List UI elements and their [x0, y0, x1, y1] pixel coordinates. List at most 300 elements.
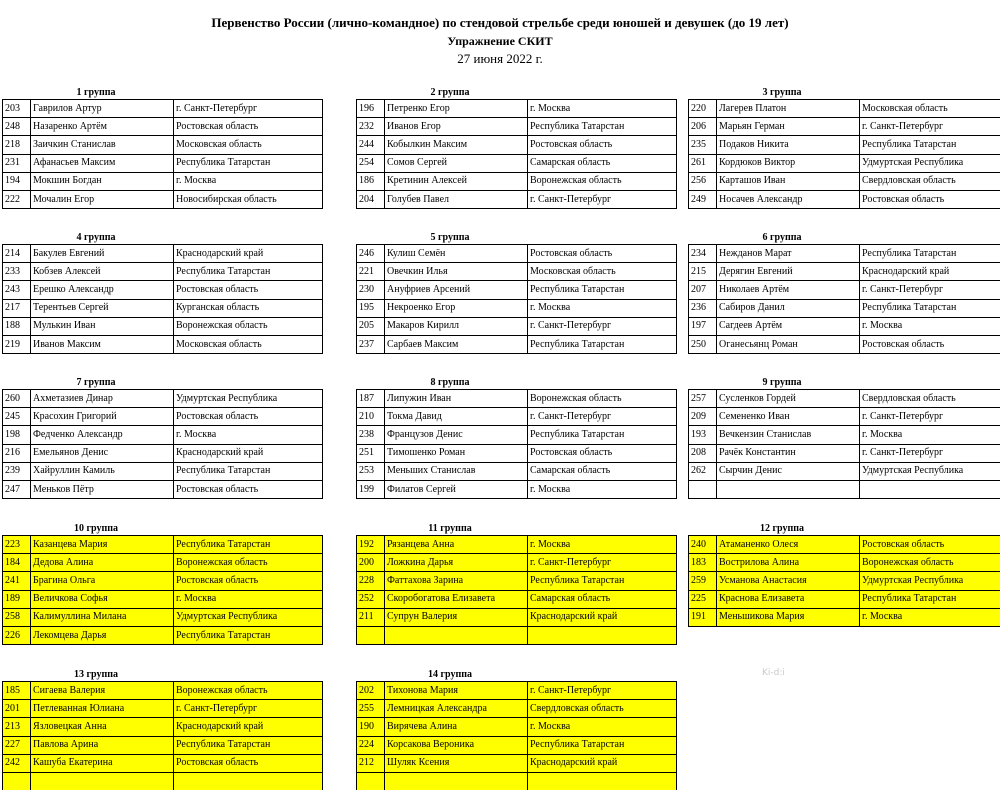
- bib-number-cell: 244: [357, 136, 385, 154]
- table-row: [357, 718, 677, 736]
- bib-number-cell: 260: [3, 390, 31, 408]
- region-cell: Краснодарский край: [174, 444, 323, 462]
- athlete-name-cell: Карташов Иван: [717, 172, 860, 190]
- group-table: [688, 535, 1000, 627]
- athlete-name-cell: Павлова Арина: [31, 736, 174, 754]
- bib-number-cell: 196: [357, 100, 385, 118]
- group-table: [2, 244, 323, 354]
- athlete-name-cell: Кобылкин Максим: [385, 136, 528, 154]
- faint-stamp: Ki-d:i: [762, 668, 785, 678]
- athlete-name-cell: Вострилова Алина: [717, 554, 860, 572]
- group-13: [2, 669, 323, 790]
- athlete-name-cell: Красохин Григорий: [31, 408, 174, 426]
- table-row: [3, 136, 323, 154]
- bib-number-cell: 251: [357, 444, 385, 462]
- bib-number-cell: [689, 480, 717, 498]
- table-row: [357, 700, 677, 718]
- table-row: [689, 426, 1000, 444]
- athlete-name-cell: Гаврилов Артур: [31, 100, 174, 118]
- table-row: [689, 118, 1000, 136]
- table-row: [357, 536, 677, 554]
- athlete-name-cell: Подаков Никита: [717, 136, 860, 154]
- table-row: [3, 718, 323, 736]
- athlete-name-cell: Голубев Павел: [385, 190, 528, 208]
- table-row: [689, 100, 1000, 118]
- region-cell: г. Москва: [174, 172, 323, 190]
- region-cell: Удмуртская Республика: [174, 608, 323, 626]
- region-cell: Республика Татарстан: [860, 245, 1000, 263]
- region-cell: Республика Татарстан: [528, 335, 677, 353]
- region-cell: Ростовская область: [860, 335, 1000, 353]
- athlete-name-cell: Николаев Артём: [717, 281, 860, 299]
- bib-number-cell: [357, 772, 385, 790]
- group-table: [688, 244, 1000, 354]
- athlete-name-cell: [385, 772, 528, 790]
- bib-number-cell: 250: [689, 335, 717, 353]
- athlete-name-cell: Филатов Сергей: [385, 480, 528, 498]
- athlete-name-cell: Рязанцева Анна: [385, 536, 528, 554]
- bib-number-cell: 202: [357, 682, 385, 700]
- region-cell: Воронежская область: [528, 390, 677, 408]
- athlete-name-cell: Заичкин Станислав: [31, 136, 174, 154]
- bib-number-cell: 246: [357, 245, 385, 263]
- region-cell: г. Санкт-Петербург: [528, 190, 677, 208]
- athlete-name-cell: Казанцева Мария: [31, 536, 174, 554]
- bib-number-cell: 185: [3, 682, 31, 700]
- bib-number-cell: 261: [689, 154, 717, 172]
- region-cell: Удмуртская Республика: [860, 572, 1000, 590]
- table-row: [357, 480, 677, 498]
- group-5: [356, 232, 677, 354]
- bib-number-cell: 245: [3, 408, 31, 426]
- table-row: [357, 626, 677, 644]
- region-cell: Республика Татарстан: [528, 281, 677, 299]
- table-row: [689, 299, 1000, 317]
- table-row: [357, 590, 677, 608]
- table-row: [689, 136, 1000, 154]
- table-row: [357, 263, 677, 281]
- table-row: [689, 172, 1000, 190]
- group-table: [356, 681, 677, 790]
- table-row: [3, 100, 323, 118]
- group-table: [2, 681, 323, 790]
- bib-number-cell: 232: [357, 118, 385, 136]
- bib-number-cell: 240: [689, 536, 717, 554]
- group-6: [688, 232, 1000, 354]
- region-cell: [528, 772, 677, 790]
- athlete-name-cell: Вирячева Алина: [385, 718, 528, 736]
- table-row: [3, 554, 323, 572]
- bib-number-cell: 198: [3, 426, 31, 444]
- bib-number-cell: 230: [357, 281, 385, 299]
- group-9: [688, 377, 1000, 499]
- region-cell: Московская область: [860, 100, 1000, 118]
- table-row: [3, 572, 323, 590]
- athlete-name-cell: Меньших Станислав: [385, 462, 528, 480]
- table-row: [3, 118, 323, 136]
- athlete-name-cell: Ахметазиев Динар: [31, 390, 174, 408]
- table-row: [357, 754, 677, 772]
- athlete-name-cell: Сабиров Данил: [717, 299, 860, 317]
- athlete-name-cell: [717, 480, 860, 498]
- region-cell: г. Санкт-Петербург: [528, 317, 677, 335]
- exercise-subtitle: Упражнение СКИТ: [447, 34, 553, 48]
- bib-number-cell: 206: [689, 118, 717, 136]
- region-cell: Краснодарский край: [174, 245, 323, 263]
- bib-number-cell: 209: [689, 408, 717, 426]
- region-cell: г. Москва: [528, 299, 677, 317]
- athlete-name-cell: Кулиш Семён: [385, 245, 528, 263]
- group-3: [688, 87, 1000, 209]
- table-row: [689, 536, 1000, 554]
- group-12: [688, 523, 1000, 627]
- region-cell: Республика Татарстан: [860, 299, 1000, 317]
- table-row: [3, 426, 323, 444]
- bib-number-cell: 215: [689, 263, 717, 281]
- group-table: [356, 99, 677, 209]
- bib-number-cell: 210: [357, 408, 385, 426]
- table-row: [3, 299, 323, 317]
- table-row: [3, 754, 323, 772]
- region-cell: Краснодарский край: [860, 263, 1000, 281]
- bib-number-cell: 195: [357, 299, 385, 317]
- table-row: [357, 572, 677, 590]
- athlete-name-cell: Кобзев Алексей: [31, 263, 174, 281]
- region-cell: Республика Татарстан: [174, 154, 323, 172]
- table-row: [3, 408, 323, 426]
- athlete-name-cell: Мочалин Егор: [31, 190, 174, 208]
- region-cell: г. Москва: [528, 536, 677, 554]
- group-title: 2 группа: [430, 87, 470, 98]
- table-row: [357, 118, 677, 136]
- athlete-name-cell: Французов Денис: [385, 426, 528, 444]
- athlete-name-cell: Сусленков Гордей: [717, 390, 860, 408]
- table-row: [3, 263, 323, 281]
- bib-number-cell: 204: [357, 190, 385, 208]
- athlete-name-cell: Сомов Сергей: [385, 154, 528, 172]
- group-10: [2, 523, 323, 645]
- bib-number-cell: 252: [357, 590, 385, 608]
- region-cell: г. Москва: [528, 480, 677, 498]
- athlete-name-cell: Ануфриев Арсений: [385, 281, 528, 299]
- group-title: 11 группа: [428, 523, 472, 534]
- table-row: [357, 190, 677, 208]
- table-row: [357, 172, 677, 190]
- table-row: [689, 190, 1000, 208]
- bib-number-cell: 242: [3, 754, 31, 772]
- athlete-name-cell: Бакулев Евгений: [31, 245, 174, 263]
- bib-number-cell: 258: [3, 608, 31, 626]
- group-7: [2, 377, 323, 499]
- bib-number-cell: 214: [3, 245, 31, 263]
- athlete-name-cell: Емельянов Денис: [31, 444, 174, 462]
- region-cell: Ростовская область: [528, 245, 677, 263]
- bib-number-cell: 256: [689, 172, 717, 190]
- table-row: [357, 772, 677, 790]
- group-title: 9 группа: [762, 377, 802, 388]
- table-row: [3, 736, 323, 754]
- bib-number-cell: 241: [3, 572, 31, 590]
- bib-number-cell: 257: [689, 390, 717, 408]
- table-row: [357, 426, 677, 444]
- table-row: [689, 263, 1000, 281]
- table-row: [357, 462, 677, 480]
- athlete-name-cell: Тимошенко Роман: [385, 444, 528, 462]
- region-cell: г. Санкт-Петербург: [860, 408, 1000, 426]
- region-cell: [528, 626, 677, 644]
- athlete-name-cell: Оганесьянц Роман: [717, 335, 860, 353]
- bib-number-cell: 235: [689, 136, 717, 154]
- region-cell: Свердловская область: [528, 700, 677, 718]
- group-title: 1 группа: [76, 87, 116, 98]
- region-cell: г. Санкт-Петербург: [528, 554, 677, 572]
- athlete-name-cell: Ложкина Дарья: [385, 554, 528, 572]
- athlete-name-cell: Носачев Александр: [717, 190, 860, 208]
- table-row: [3, 772, 323, 790]
- group-table: [688, 389, 1000, 499]
- athlete-name-cell: Кашуба Екатерина: [31, 754, 174, 772]
- athlete-name-cell: Усманова Анастасия: [717, 572, 860, 590]
- athlete-name-cell: Терентьев Сергей: [31, 299, 174, 317]
- region-cell: Ростовская область: [174, 118, 323, 136]
- athlete-name-cell: Хайруллин Камиль: [31, 462, 174, 480]
- bib-number-cell: 200: [357, 554, 385, 572]
- table-row: [689, 154, 1000, 172]
- table-row: [357, 100, 677, 118]
- athlete-name-cell: Макаров Кирилл: [385, 317, 528, 335]
- region-cell: г. Санкт-Петербург: [528, 408, 677, 426]
- bib-number-cell: 220: [689, 100, 717, 118]
- athlete-name-cell: Шуляк Ксения: [385, 754, 528, 772]
- region-cell: Московская область: [528, 263, 677, 281]
- table-row: [689, 608, 1000, 626]
- table-row: [357, 682, 677, 700]
- group-title: 12 группа: [760, 523, 804, 534]
- bib-number-cell: 253: [357, 462, 385, 480]
- bib-number-cell: 255: [357, 700, 385, 718]
- group-table: [356, 535, 677, 645]
- bib-number-cell: 201: [3, 700, 31, 718]
- bib-number-cell: 262: [689, 462, 717, 480]
- group-title: 4 группа: [76, 232, 116, 243]
- page-title: Первенство России (лично-командное) по стендовой стрельбе среди юношей и девушек (до 19 лет): [211, 15, 789, 30]
- region-cell: Ростовская область: [174, 754, 323, 772]
- bib-number-cell: 199: [357, 480, 385, 498]
- bib-number-cell: 227: [3, 736, 31, 754]
- athlete-name-cell: Язловецкая Анна: [31, 718, 174, 736]
- athlete-name-cell: Мокшин Богдан: [31, 172, 174, 190]
- athlete-name-cell: Лемницкая Александра: [385, 700, 528, 718]
- athlete-name-cell: Сырчин Денис: [717, 462, 860, 480]
- region-cell: Воронежская область: [174, 682, 323, 700]
- athlete-name-cell: Калимуллина Милана: [31, 608, 174, 626]
- event-date: 27 июня 2022 г.: [457, 51, 543, 66]
- region-cell: г. Москва: [174, 426, 323, 444]
- region-cell: [174, 772, 323, 790]
- bib-number-cell: [3, 772, 31, 790]
- table-row: [689, 590, 1000, 608]
- athlete-name-cell: Липужин Иван: [385, 390, 528, 408]
- table-row: [3, 190, 323, 208]
- bib-number-cell: 184: [3, 554, 31, 572]
- region-cell: Республика Татарстан: [860, 136, 1000, 154]
- group-1: [2, 87, 323, 209]
- table-row: [3, 154, 323, 172]
- group-title: 5 группа: [430, 232, 470, 243]
- athlete-name-cell: Петренко Егор: [385, 100, 528, 118]
- table-row: [357, 299, 677, 317]
- region-cell: Ростовская область: [528, 444, 677, 462]
- region-cell: г. Санкт-Петербург: [174, 100, 323, 118]
- athlete-name-cell: Фаттахова Зарина: [385, 572, 528, 590]
- table-row: [3, 335, 323, 353]
- table-row: [3, 590, 323, 608]
- bib-number-cell: 188: [3, 317, 31, 335]
- athlete-name-cell: Меньшикова Мария: [717, 608, 860, 626]
- table-row: [689, 335, 1000, 353]
- table-row: [357, 408, 677, 426]
- group-table: [2, 535, 323, 645]
- region-cell: г. Москва: [528, 718, 677, 736]
- bib-number-cell: 238: [357, 426, 385, 444]
- table-row: [357, 554, 677, 572]
- athlete-name-cell: Иванов Максим: [31, 335, 174, 353]
- group-11: [356, 523, 677, 645]
- bib-number-cell: 223: [3, 536, 31, 554]
- table-row: [3, 682, 323, 700]
- athlete-name-cell: Некроенко Егор: [385, 299, 528, 317]
- athlete-name-cell: Токма Давид: [385, 408, 528, 426]
- athlete-name-cell: Тихонова Мария: [385, 682, 528, 700]
- athlete-name-cell: Нежданов Марат: [717, 245, 860, 263]
- bib-number-cell: 249: [689, 190, 717, 208]
- region-cell: Республика Татарстан: [174, 462, 323, 480]
- bib-number-cell: 194: [3, 172, 31, 190]
- athlete-name-cell: Вечкензин Станислав: [717, 426, 860, 444]
- table-row: [3, 172, 323, 190]
- region-cell: Курганская область: [174, 299, 323, 317]
- table-row: [689, 317, 1000, 335]
- region-cell: Новосибирская область: [174, 190, 323, 208]
- region-cell: г. Санкт-Петербург: [174, 700, 323, 718]
- athlete-name-cell: Краснова Елизавета: [717, 590, 860, 608]
- table-row: [689, 245, 1000, 263]
- region-cell: Свердловская область: [860, 390, 1000, 408]
- table-row: [689, 572, 1000, 590]
- athlete-name-cell: Атаманенко Олеся: [717, 536, 860, 554]
- table-row: [357, 154, 677, 172]
- region-cell: Удмуртская Республика: [860, 462, 1000, 480]
- athlete-name-cell: Иванов Егор: [385, 118, 528, 136]
- region-cell: Удмуртская Республика: [860, 154, 1000, 172]
- group-8: [356, 377, 677, 499]
- region-cell: Ростовская область: [174, 281, 323, 299]
- region-cell: г. Москва: [860, 608, 1000, 626]
- athlete-name-cell: Федченко Александр: [31, 426, 174, 444]
- bib-number-cell: 192: [357, 536, 385, 554]
- region-cell: г. Москва: [174, 590, 323, 608]
- group-title: 10 группа: [74, 523, 118, 534]
- bib-number-cell: 193: [689, 426, 717, 444]
- bib-number-cell: 228: [357, 572, 385, 590]
- athlete-name-cell: Брагина Ольга: [31, 572, 174, 590]
- table-row: [357, 608, 677, 626]
- table-row: [3, 281, 323, 299]
- region-cell: Республика Татарстан: [528, 736, 677, 754]
- table-row: [357, 281, 677, 299]
- region-cell: Республика Татарстан: [860, 590, 1000, 608]
- bib-number-cell: 190: [357, 718, 385, 736]
- group-title: 14 группа: [428, 669, 472, 680]
- region-cell: Республика Татарстан: [528, 572, 677, 590]
- region-cell: Республика Татарстан: [174, 626, 323, 644]
- region-cell: г. Москва: [860, 317, 1000, 335]
- athlete-name-cell: Назаренко Артём: [31, 118, 174, 136]
- region-cell: Ростовская область: [860, 190, 1000, 208]
- bib-number-cell: 211: [357, 608, 385, 626]
- group-14: [356, 669, 677, 790]
- athlete-name-cell: Кордюков Виктор: [717, 154, 860, 172]
- table-row: [3, 700, 323, 718]
- table-row: [689, 554, 1000, 572]
- group-2: [356, 87, 677, 209]
- table-row: [689, 281, 1000, 299]
- bib-number-cell: 216: [3, 444, 31, 462]
- table-row: [357, 317, 677, 335]
- bib-number-cell: 248: [3, 118, 31, 136]
- bib-number-cell: 186: [357, 172, 385, 190]
- group-title: 7 группа: [76, 377, 116, 388]
- group-4: [2, 232, 323, 354]
- bib-number-cell: 254: [357, 154, 385, 172]
- table-row: [689, 444, 1000, 462]
- bib-number-cell: [357, 626, 385, 644]
- group-table: [2, 99, 323, 209]
- bib-number-cell: 212: [357, 754, 385, 772]
- region-cell: Республика Татарстан: [174, 536, 323, 554]
- region-cell: Ростовская область: [174, 408, 323, 426]
- region-cell: [860, 480, 1000, 498]
- table-row: [3, 480, 323, 498]
- athlete-name-cell: Меньков Пётр: [31, 480, 174, 498]
- bib-number-cell: 231: [3, 154, 31, 172]
- bib-number-cell: 221: [357, 263, 385, 281]
- group-title: 6 группа: [762, 232, 802, 243]
- region-cell: Краснодарский край: [528, 754, 677, 772]
- region-cell: Республика Татарстан: [528, 426, 677, 444]
- bib-number-cell: 259: [689, 572, 717, 590]
- table-row: [3, 317, 323, 335]
- athlete-name-cell: Кретинин Алексей: [385, 172, 528, 190]
- table-row: [689, 390, 1000, 408]
- region-cell: Самарская область: [528, 590, 677, 608]
- region-cell: Воронежская область: [174, 317, 323, 335]
- table-row: [3, 536, 323, 554]
- table-row: [3, 462, 323, 480]
- bib-number-cell: 208: [689, 444, 717, 462]
- athlete-name-cell: Сигаева Валерия: [31, 682, 174, 700]
- group-table: [356, 244, 677, 354]
- athlete-name-cell: Скоробогатова Елизавета: [385, 590, 528, 608]
- athlete-name-cell: Ерешко Александр: [31, 281, 174, 299]
- athlete-name-cell: [31, 772, 174, 790]
- table-row: [3, 608, 323, 626]
- table-row: [357, 390, 677, 408]
- table-row: [3, 444, 323, 462]
- bib-number-cell: 226: [3, 626, 31, 644]
- bib-number-cell: 207: [689, 281, 717, 299]
- bib-number-cell: 239: [3, 462, 31, 480]
